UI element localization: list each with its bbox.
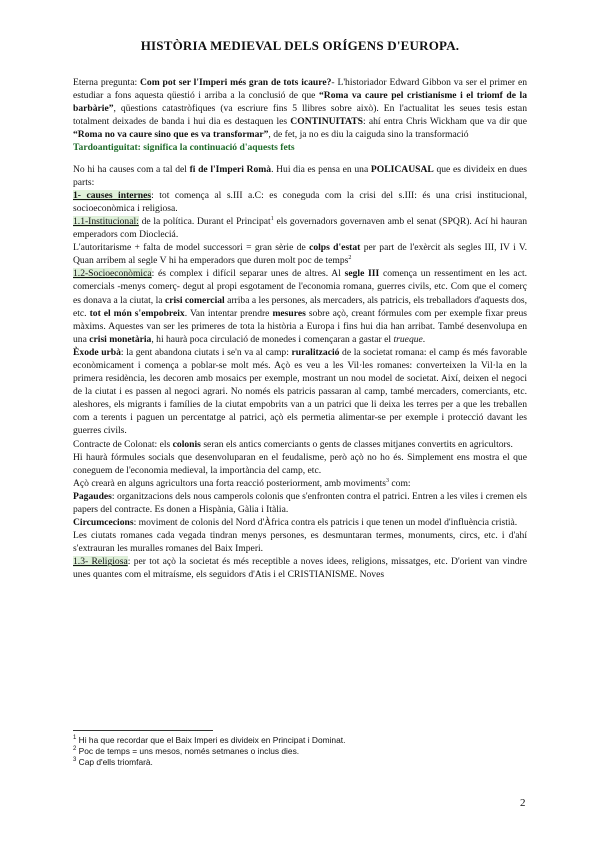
footnote-3: [73, 757, 527, 768]
continuitats-bold: CONTINUITATS: [290, 116, 363, 128]
footnote-text: Cap d'ells triomfarà.: [76, 757, 153, 767]
text-bold: segle III: [344, 268, 380, 280]
quote-wickham: “Roma no va caure sino que es va transformar”: [73, 129, 269, 141]
text: : moviment de colonis del Nord d'Àfrica contra els patricis i que tenen un model d'influència cristià.: [133, 517, 518, 529]
text: que es divideix en dues parts:: [73, 163, 527, 188]
footnote-ref: 2: [348, 255, 352, 262]
text-bold: ruralització: [291, 346, 340, 358]
text: , hi haurà poca circulació de monedes i començaran a gastar el: [151, 333, 394, 345]
exode-paragraph: [73, 346, 527, 438]
text: - L'historiador Edward Gibbon va ser el primer en estudiar a fons aquesta qüestió i arriba a la conclusió de que: [73, 77, 528, 102]
text: : la gent abandona ciutats i se'n va al camp:: [120, 346, 292, 358]
text-italic: trueque: [393, 333, 423, 345]
section-heading-religious: 1.3- Religiosa: [73, 556, 128, 568]
text-bold: colonis: [172, 438, 201, 450]
text: comença un ressentiment en les act. comercials -menys comerç- degut al propi esgotament de l'economia romana, guerres civils, etc. Com que el comerç es donava a la ciutat, la: [73, 268, 528, 306]
internal-causes-paragraph: [73, 189, 527, 215]
text-bold: crisi comercial: [164, 294, 225, 306]
footnote-text: Poc de temps = uns mesos, només setmanes o inclus dies.: [76, 746, 300, 756]
text: No hi ha causes com a tal del: [73, 163, 190, 175]
text: . Van intentar prendre: [184, 307, 273, 319]
footnote-ref: 1: [270, 215, 274, 222]
text: per part de l'exèrcit als segles III, IV i V. Quan arribem al segle V hi ha emperadors que duren molt poc de temps: [73, 242, 528, 267]
text-bold: Èxode urbà: [73, 346, 121, 358]
text: , qüestions catastròfiques (va escriure fins 5 llibres sobre això). En l'actualitat les seues tesis estan totalment deixades de banda i hui dia es destaquen les: [73, 103, 527, 128]
question-bold: Com pot ser l'Imperi més gran de tots icaure?: [139, 77, 332, 88]
text: : tot comença al s.III a.C: es coneguda com la crisi del s.III: és una crisi institucional, socioeconòmica i religiosa.: [73, 189, 527, 214]
text: : organitzacions dels nous camperols colonis que s'enfronten contra el patrici. Entren a les viles i cremen els papers del contracte. Es donen a Hispània, Gàlia i Itàlia.: [73, 490, 527, 515]
socioeconomic-paragraph: [73, 267, 527, 346]
religiosa-paragraph: [73, 555, 527, 581]
text-bold: Circumcecions: [73, 517, 134, 529]
footnote-1: [73, 735, 527, 746]
footnote-2: [73, 746, 527, 757]
text: arriba a les persones, als mercaders, als patricis, els treballadors d'aquests dos, etc.: [73, 294, 527, 319]
footnote-number: 1: [73, 735, 77, 742]
intro-paragraph: [73, 76, 527, 141]
text: L'autoritarisme + falta de model successori = gran sèrie de: [73, 242, 310, 254]
text-bold: tot el món s'empobreix: [89, 307, 185, 319]
text: sobre açò, creant fórmules com per exemple fixar preus màxims. Aquestes van ser les primeres de tota la història a Europa i fins hui dia han arribat. També desenvolupa en una: [73, 307, 527, 345]
spacer: [73, 155, 527, 163]
quote-gibbon: “Roma va caure pel cristianisme i el triomf de la barbàrie”: [73, 90, 527, 115]
text: Açò crearà en alguns agricultors una forta reacció posteriorment, amb moviments: [73, 477, 387, 489]
text-bold: Pagaudes: [73, 490, 112, 502]
reaccio-paragraph: [73, 477, 527, 490]
text: com:: [389, 477, 411, 489]
text-bold: colps d'estat: [309, 242, 361, 254]
text: els governadors governaven amb el senat (SPQR). Ací hi hauran emperadors com Diocleciá.: [73, 215, 527, 241]
text: , de fet, ja no es diu la caiguda sino la transformació: [268, 129, 469, 141]
text: : per tot açò la societat és més receptible a noves idees, religions, missatges, etc. D'orient van vindre unes quantes com el mitraísme, els seguidors d'Atis i el CRISTIANISME. Noves: [73, 556, 527, 581]
institutional-paragraph: [73, 215, 527, 241]
text: : és complex i difícil separar unes de altres. Al: [151, 268, 345, 280]
tardoantiguitat-line: Tardoantiguitat: significa la continuació d'aquests fets: [73, 142, 295, 154]
text: : ahí entra Chris Wickham que va dir que: [362, 116, 527, 128]
circumcecions-paragraph: [73, 516, 527, 529]
text-bold: mesures: [272, 307, 306, 319]
text: seran els antics comerciants o gents de classes mitjanes convertits en agricultors.: [200, 438, 513, 450]
text-bold: crisi monetària: [89, 333, 152, 345]
section-heading-socioeconomic: 1.2-Socioeconòmica: [73, 268, 152, 280]
footnote-text: Hi ha que recordar que el Baix Imperi es divideix en Principat i Dominat.: [76, 735, 346, 745]
text: Contracte de Colonat: els: [73, 438, 173, 450]
text: de la política. Durant el Principat: [138, 215, 271, 227]
text: .: [422, 333, 426, 345]
autoritarisme-paragraph: [73, 241, 527, 267]
text: . Hui dia es pensa en una: [271, 163, 371, 175]
footnote-divider: [73, 730, 213, 731]
page-number: 2: [520, 797, 526, 809]
pagaudes-paragraph: [73, 490, 527, 516]
section-heading-internal: 1- causes internes: [73, 189, 152, 201]
footnotes: [73, 735, 527, 768]
ciutats-paragraph: Les ciutats romanes cada vegada tindran menys persones, es desmuntaran termes, monuments, circs, etc. i d'ahí s'extrauran les muralles romanes del Baix Imperi.: [73, 530, 527, 555]
text: Eterna pregunta:: [73, 77, 140, 88]
page-title: HISTÒRIA MEDIEVAL DELS ORÍGENS D'EUROPA.: [140, 38, 460, 53]
text: de la societat romana: el camp és més favorable econòmicament i comença a poblar-se molt més. Açò es veu a les Vil·les romanes: converteixen la Vil·la en la primera residència, les decoren amb mosaics per exemple, mostrant un nou model de societat. Així, deixen el negoci de la ciutat i es passen al negoci agrari. No només els patricis passaran al camp, també mercaders, comerciants, etc. aleshores, els migrants i famílies de la ciutat empobrits van a un patrici que li deixa les terres per a que les treballen com a terents i paguen un percentatge al patrici, açò els permetia alimentar-se per exemple i protecció davant les guerres civils.: [73, 346, 527, 437]
colonat-paragraph: [73, 438, 527, 451]
text-bold: fi de l'Imperi Romà: [189, 163, 272, 175]
text-bold: POLICAUSAL: [370, 163, 434, 175]
feudalisme-paragraph: Hi haurà fórmules socials que desenvoluparan en el feudalisme, però açò no ho és. Simplement ens mostra el que coneguem de l'economia medieval, la importància del camp, etc.: [73, 451, 527, 476]
footnote-number: 3: [73, 757, 77, 764]
document-page: [73, 38, 527, 582]
section-heading-institutional: 1.1-Institucional:: [73, 215, 139, 227]
footnote-number: 2: [73, 746, 77, 753]
footnote-ref: 3: [386, 477, 390, 484]
causes-paragraph: [73, 163, 527, 189]
